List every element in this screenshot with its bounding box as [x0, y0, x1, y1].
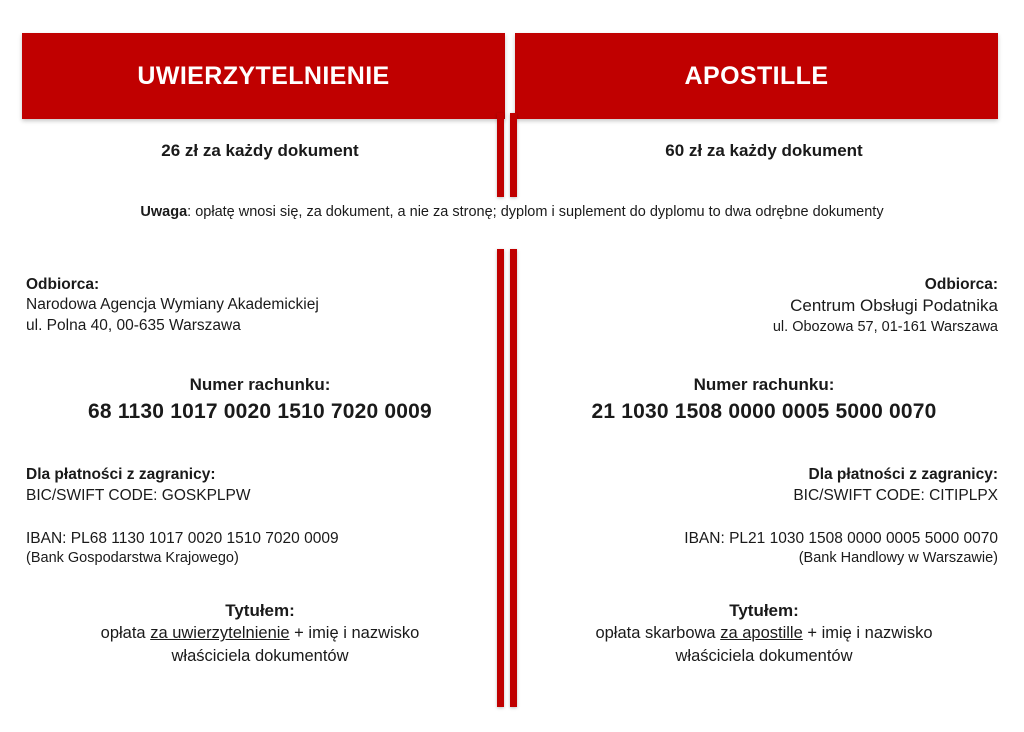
account-number: 68 1130 1017 0020 1510 7020 0009: [88, 400, 432, 424]
price-left: 26 zł za każdy dokument: [161, 141, 359, 160]
payment-title-block-right: [530, 600, 998, 667]
divider-bar-left: [497, 113, 504, 197]
payment-title-underlined: za apostille: [720, 624, 803, 643]
iban-number: IBAN: PL68 1130 1017 0020 1510 7020 0009: [26, 529, 339, 547]
account-block-left: [26, 374, 494, 426]
divider-bar-right: [510, 113, 517, 197]
account-block-right: [530, 374, 998, 426]
payment-title-prefix: opłata: [100, 624, 151, 643]
divider-bar-right: [510, 249, 517, 707]
recipient-address: ul. Obozowa 57, 01-161 Warszawa: [772, 318, 998, 335]
uwaga-note-text: : opłatę wnosi się, za dokument, a nie za stronę; dyplom i suplement do dyplomu to dwa odrębne dokumenty: [187, 204, 884, 220]
recipient-name: Narodowa Agencja Wymiany Akademickiej: [26, 296, 319, 314]
payment-title-underlined: za uwierzytelnienie: [150, 624, 290, 643]
bank-name: (Bank Gospodarstwa Krajowego): [26, 550, 239, 567]
account-number: 21 1030 1508 0000 0005 5000 0070: [591, 400, 937, 424]
payment-title-line2: właściciela dokumentów: [171, 646, 349, 665]
recipient-label: Odbiorca:: [924, 276, 998, 293]
price-right: 60 zł za każdy dokument: [665, 141, 863, 160]
center-divider-lower: [497, 249, 517, 707]
header-title-right: APOSTILLE: [684, 61, 829, 90]
payment-title-prefix: opłata skarbowa: [595, 624, 721, 643]
recipient-block-right: [530, 275, 998, 337]
payment-title-label: Tytułem:: [225, 601, 295, 620]
payment-title-suffix: + imię i nazwisko: [802, 624, 933, 643]
payment-title-line1: [530, 622, 998, 644]
swift-code: BIC/SWIFT CODE: CITIPLPX: [793, 487, 998, 505]
payment-title-suffix: + imię i nazwisko: [289, 624, 420, 643]
account-label: Numer rachunku:: [189, 375, 331, 394]
uwaga-note-label: Uwaga: [140, 204, 188, 220]
uwaga-note: [0, 203, 1024, 222]
swift-code: BIC/SWIFT CODE: GOSKPLPW: [26, 487, 251, 505]
divider-bar-left: [497, 249, 504, 707]
payment-title-label: Tytułem:: [729, 601, 799, 620]
payment-title-line1: [26, 622, 494, 644]
payment-title-line2: właściciela dokumentów: [675, 646, 853, 665]
account-label: Numer rachunku:: [693, 375, 835, 394]
recipient-name: Centrum Obsługi Podatnika: [790, 296, 998, 316]
iban-number: IBAN: PL21 1030 1508 0000 0005 5000 0070: [684, 529, 998, 547]
center-divider-upper: [497, 113, 517, 197]
header-banner: [22, 33, 998, 119]
header-title-left: UWIERZYTELNIENIE: [137, 61, 390, 90]
bank-name: (Bank Handlowy w Warszawie): [798, 550, 998, 567]
foreign-payment-label: Dla płatności z zagranicy:: [808, 466, 998, 483]
foreign-payment-label: Dla płatności z zagranicy:: [26, 466, 216, 483]
foreign-payment-block-right: [530, 465, 998, 568]
recipient-block-left: [26, 275, 494, 336]
recipient-label: Odbiorca:: [26, 276, 100, 293]
header-cell-apostille: [515, 33, 998, 119]
header-cell-uwierzytelnienie: [22, 33, 505, 119]
payment-title-block-left: [26, 600, 494, 667]
foreign-payment-block-left: [26, 465, 494, 568]
recipient-address: ul. Polna 40, 00-635 Warszawa: [26, 316, 241, 334]
